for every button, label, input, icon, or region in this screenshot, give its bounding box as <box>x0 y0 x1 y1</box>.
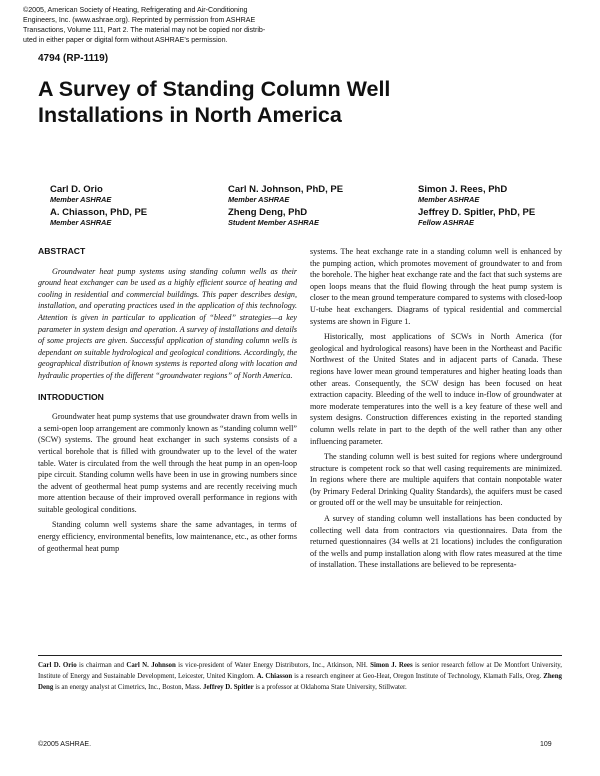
footer-copyright: ©2005 ASHRAE. <box>38 741 92 748</box>
title-line: A Survey of Standing Column Well <box>38 77 391 101</box>
author-entry <box>50 184 111 204</box>
author-name: Carl N. Johnson, PhD, PE <box>228 184 344 195</box>
copyright-line: Transactions, Volume 111, Part 2. The material may not be copied nor distrib- <box>23 26 266 34</box>
left-column <box>38 246 297 554</box>
author-entry <box>50 207 147 227</box>
author-name: Zheng Deng, PhD <box>228 207 308 218</box>
introduction-heading: INTRODUCTION <box>38 391 104 402</box>
author-affiliation: Member ASHRAE <box>50 195 112 204</box>
abstract-text: Groundwater heat pump systems using standing column wells as their ground heat exchanger can be used as a highly efficient source of heating and cooling in residential and commercial buildings. This paper describes design, installation, and operating practices used in the application of this technology. Attention is given in particular to application of “bleed” strategies—a key parameter in system design and operation. A survey of installations and details of some projects are given. Successful application of standing column wells is dependant on suitable hydrological and geological conditions. Accordingly, the geographical distribution of known systems is reported along with location and hydraulic properties of the different “groundwater regions” of North America. <box>38 266 297 380</box>
footnote-text: is chairman and <box>76 662 127 669</box>
footnote-divider <box>38 655 562 656</box>
author-entry <box>228 184 343 204</box>
author-entry <box>418 184 507 204</box>
paper-number: 4794 (RP-1119) <box>38 53 109 64</box>
author-name: Simon J. Rees, PhD <box>418 184 508 195</box>
author-affiliation: Member ASHRAE <box>228 195 290 204</box>
copyright-line: Engineers, Inc. (www.ashrae.org). Reprinted by permission from ASHRAE <box>23 16 256 24</box>
footnote-text: is senior research fellow at De Montfort University, Institute of Energy and Sustainable Development, Leicester, United Kingdom. <box>38 662 562 681</box>
author-entry <box>418 207 535 227</box>
author-affiliation: Member ASHRAE <box>50 218 112 227</box>
body-paragraph: A survey of standing column well installations has been conducted by collecting well data from contractors via questionnaires. Data from the returned questionnaires (34 wells at 21 locations) includes the configuration of the wells and pump installation along with flow rates measured at the time of installation. These installations are believed to be representa- <box>310 514 562 570</box>
copyright-notice <box>23 5 323 45</box>
author-name: A. Chiasson, PhD, PE <box>50 207 148 218</box>
footnote-author-name: Simon J. Rees <box>370 662 413 669</box>
body-paragraph: The standing column well is best suited for regions where underground structure is competent rock so that well casing requirements are minimized. In regions where there are multiple aquifers that contain nonpotable water (by Primary Federal Drinking Quality Standards), the aquifers must be cased or grouted off or the well may be unsuitable for reinjection. <box>310 452 562 508</box>
body-paragraph: Historically, most applications of SCWs in North America (for geological and hydrological reasons) have been in the Northeast and Pacific Northwest of the United States and in adjacent parts of Canada. These regions have lower mean ground temperatures and higher heating loads than other areas. Consequently, the SCW design has been focused on heat extraction capacity. Bleeding of the well to induce in-flow of groundwater at more moderate temperatures into the well is a key feature of these well and system designs. Construction differences existing in the reported standing column wells relate in part to the depth of the well rather than any other influencing parameter. <box>310 332 562 446</box>
footnote-author-name: Zheng Deng <box>38 673 562 692</box>
author-entry <box>228 207 319 227</box>
author-name: Carl D. Orio <box>50 184 103 195</box>
copyright-line: uted in either paper or digital form without ASHRAE’s permission. <box>23 36 228 44</box>
page-number: 109 <box>540 741 552 748</box>
body-paragraph: systems. The heat exchange rate in a standing column well is enhanced by the pumping action, which promotes movement of groundwater to and from the borehole. The higher heat exchange rate and the fact that such systems are open loops means that the fluid flowing through the heat pump system is closer to the mean ground temperature compared to systems with closed-loop U-tube heat exchangers. Diagrams of typical residential and commercial systems are shown in Figure 1. <box>310 247 563 326</box>
footnote-text: is a professor at Oklahoma State University, Stillwater. <box>253 684 407 692</box>
copyright-line: ©2005, American Society of Heating, Refrigerating and Air-Conditioning <box>23 6 248 14</box>
author-affiliation: Student Member ASHRAE <box>228 218 319 227</box>
author-affiliation: Fellow ASHRAE <box>418 218 474 227</box>
footnote-author-name: Carl D. Orio <box>38 662 77 669</box>
paper-title <box>38 76 558 128</box>
footnote-author-name: Carl N. Johnson <box>126 662 176 669</box>
footnote-author-name: A. Chiasson <box>256 673 293 681</box>
footnote-text: is vice-president of Water Energy Distributors, Inc., Atkinson, NH. <box>175 662 371 669</box>
author-affiliation: Member ASHRAE <box>418 195 480 204</box>
body-paragraph: Standing column well systems share the same advantages, in terms of energy efficiency, environmental benefits, low maintenance, etc., as other forms of geothermal heat pump <box>38 520 297 553</box>
right-column <box>310 246 562 571</box>
title-line: Installations in North America <box>38 103 342 127</box>
author-name: Jeffrey D. Spitler, PhD, PE <box>418 207 536 218</box>
footnote-text: is an energy analyst at Cimetrics, Inc., Boston, Mass. <box>53 684 204 692</box>
footnote-text: is a research engineer at Geo-Heat, Oregon Institute of Technology, Klamath Falls, Oreg. <box>292 673 544 681</box>
body-paragraph: Groundwater heat pump systems that use groundwater drawn from wells in a semi-open loop arrangement are commonly known as “standing column well” (SCW) systems. The ground heat exchanger in such systems consists of a vertical borehole that is filled with groundwater up to the level of the water table. Water is circulated from the well through the heat pump in an open-loop pipe circuit. Standing column wells have been in use in growing numbers since the advent of geothermal heat pump systems and are recently receiving much more attention because of their improved overall performance in regions with suitable geological conditions. <box>38 412 297 514</box>
footnote-author-name: Jeffrey D. Spitler <box>203 684 254 692</box>
author-footnote <box>38 660 562 694</box>
abstract-heading: ABSTRACT <box>38 246 86 256</box>
